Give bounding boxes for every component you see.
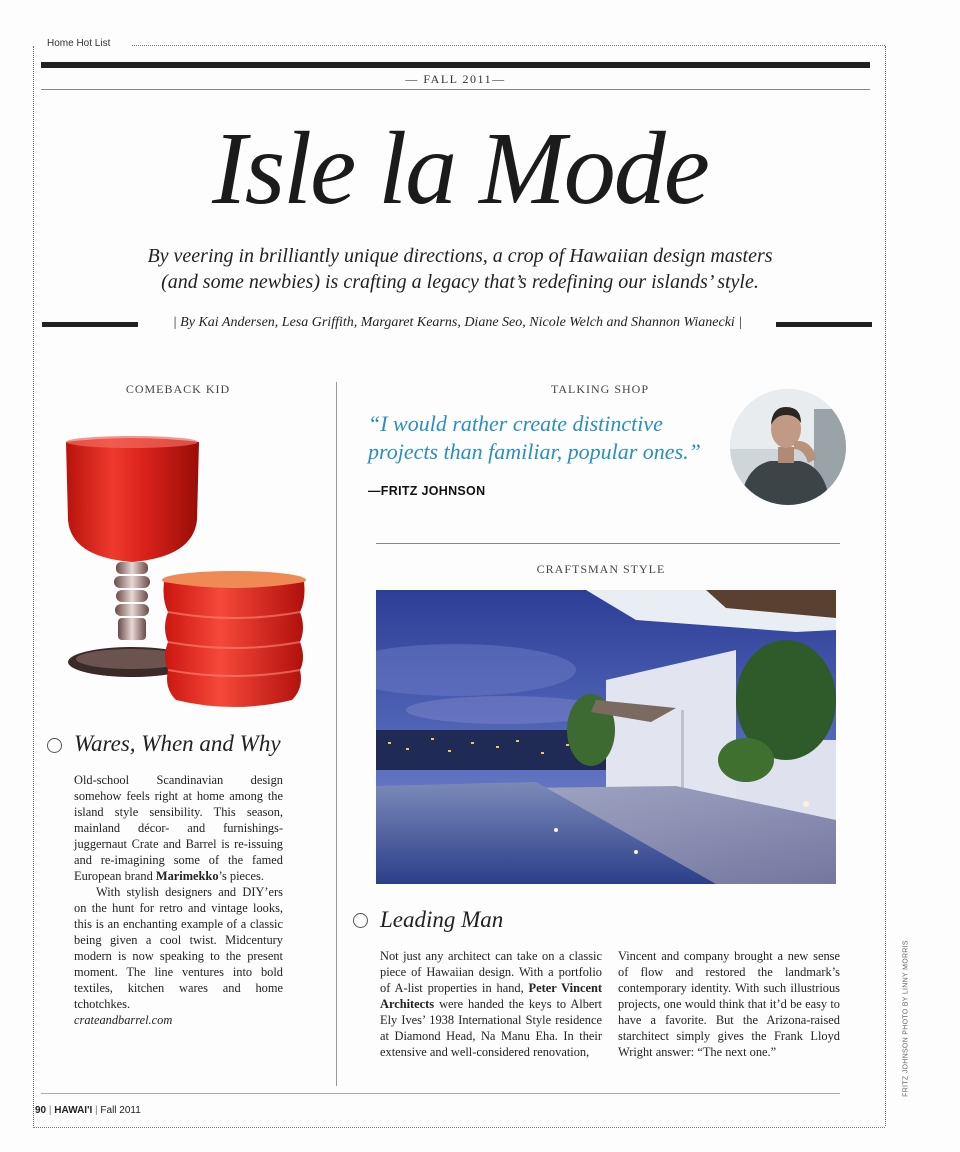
kicker-craftsman-style: CRAFTSMAN STYLE — [536, 562, 666, 576]
quote-attribution: —FRITZ JOHNSON — [368, 484, 486, 498]
dek-line-2: (and some newbies) is crafting a legacy that’s redefining our islands’ style. — [161, 271, 759, 293]
circle-bullet-icon — [353, 913, 368, 928]
byline: | By Kai Andersen, Lesa Griffith, Margaret Kearns, Diane Seo, Nicole Welch and Shannon Wianecki | — [172, 315, 743, 330]
page-number: 90 — [35, 1105, 47, 1116]
comeback-kid-paragraph-2 — [74, 884, 283, 1028]
paragraph-text: Old-school Scandinavian design somehow feels right at home among the island style sensibility. This season, mainland décor- and furnishings-juggernaut Crate and Barrel is re-issuing and re-imagining some of the famed European brand — [74, 773, 283, 883]
section-divider — [376, 543, 840, 544]
firm-name: Peter Vincent Architects — [380, 981, 602, 1011]
dek-line-1: By veering in brilliantly unique directions, a crop of Hawaiian design masters — [147, 245, 773, 267]
paragraph-text: were handed the keys to Albert Ely Ives’ 1938 International Style residence at Diamond Head, Na Manu Eha. In their extensive and well-considered renovation, — [380, 997, 602, 1059]
paragraph-text: ’s pieces. — [218, 869, 264, 883]
residence-illustration — [376, 590, 836, 884]
craftsman-paragraph-2: Vincent and company brought a new sense of flow and restored the landmark’s contemporary identity. With such illustrious projects, one would think that it’d be easy to have a favorite. But the Arizona-raised starchitect simply gives the Frank Lloyd Wright answer: “The next one.” — [618, 949, 840, 1059]
marimekko-glassware-image — [58, 432, 318, 717]
craftsman-paragraph-1 — [380, 948, 602, 1060]
kicker-comeback-kid: COMEBACK KID — [125, 382, 231, 396]
footer-separator: | — [95, 1105, 98, 1116]
top-rule — [41, 62, 870, 68]
fritz-johnson-portrait — [730, 389, 846, 505]
headline: Isle la Mode — [212, 111, 708, 226]
page-frame-top — [132, 45, 885, 46]
season-label: — FALL 2011— — [405, 72, 506, 86]
comeback-kid-body — [74, 772, 283, 1028]
season-divider — [41, 89, 870, 90]
page-footer — [35, 1105, 141, 1116]
subhead-wares-when-why: Wares, When and Why — [74, 731, 281, 756]
comeback-kid-paragraph-1 — [74, 772, 283, 884]
page-frame-bottom — [33, 1127, 885, 1128]
kicker-talking-shop: TALKING SHOP — [550, 382, 650, 396]
crate-and-barrel-link[interactable]: crateandbarrel.com — [74, 1013, 173, 1027]
section-name: Home Hot List — [47, 38, 111, 49]
paragraph-text: With stylish designers and DIY’ers on the hunt for retro and vintage looks, this is an enchanting example of a classic being given a cool twist. Midcentury modern is now speaking to the present moment. The line ventures into bold textiles, kitchen wares and home tchotchkes. — [74, 885, 283, 1011]
pull-quote: “I would rather create distinctive projects than familiar, popular ones.” — [368, 411, 701, 464]
residence-photo — [376, 590, 836, 884]
byline-rule-right — [776, 322, 872, 327]
issue-label: Fall 2011 — [100, 1105, 141, 1116]
magazine-name: HAWAI'I — [54, 1105, 93, 1116]
dek — [60, 243, 860, 295]
subhead-leading-man: Leading Man — [380, 907, 504, 932]
craftsman-body-column-1 — [380, 948, 602, 1060]
portrait-illustration — [730, 389, 846, 505]
footer-separator: | — [48, 1105, 52, 1116]
glassware-illustration — [58, 432, 318, 717]
column-divider — [336, 382, 337, 1086]
brand-name: Marimekko — [155, 869, 219, 883]
byline-rule-left — [42, 322, 138, 327]
craftsman-body-column-2 — [618, 948, 840, 1060]
footer-rule — [41, 1093, 840, 1094]
paragraph-text: Not just any architect can take on a classic piece of Hawaiian design. With a portfolio of A-list properties in hand, — [380, 949, 602, 995]
circle-bullet-icon — [47, 738, 62, 753]
photo-credit: FRITZ JOHNSON PHOTO BY LINNY MORRIS — [902, 940, 910, 1097]
